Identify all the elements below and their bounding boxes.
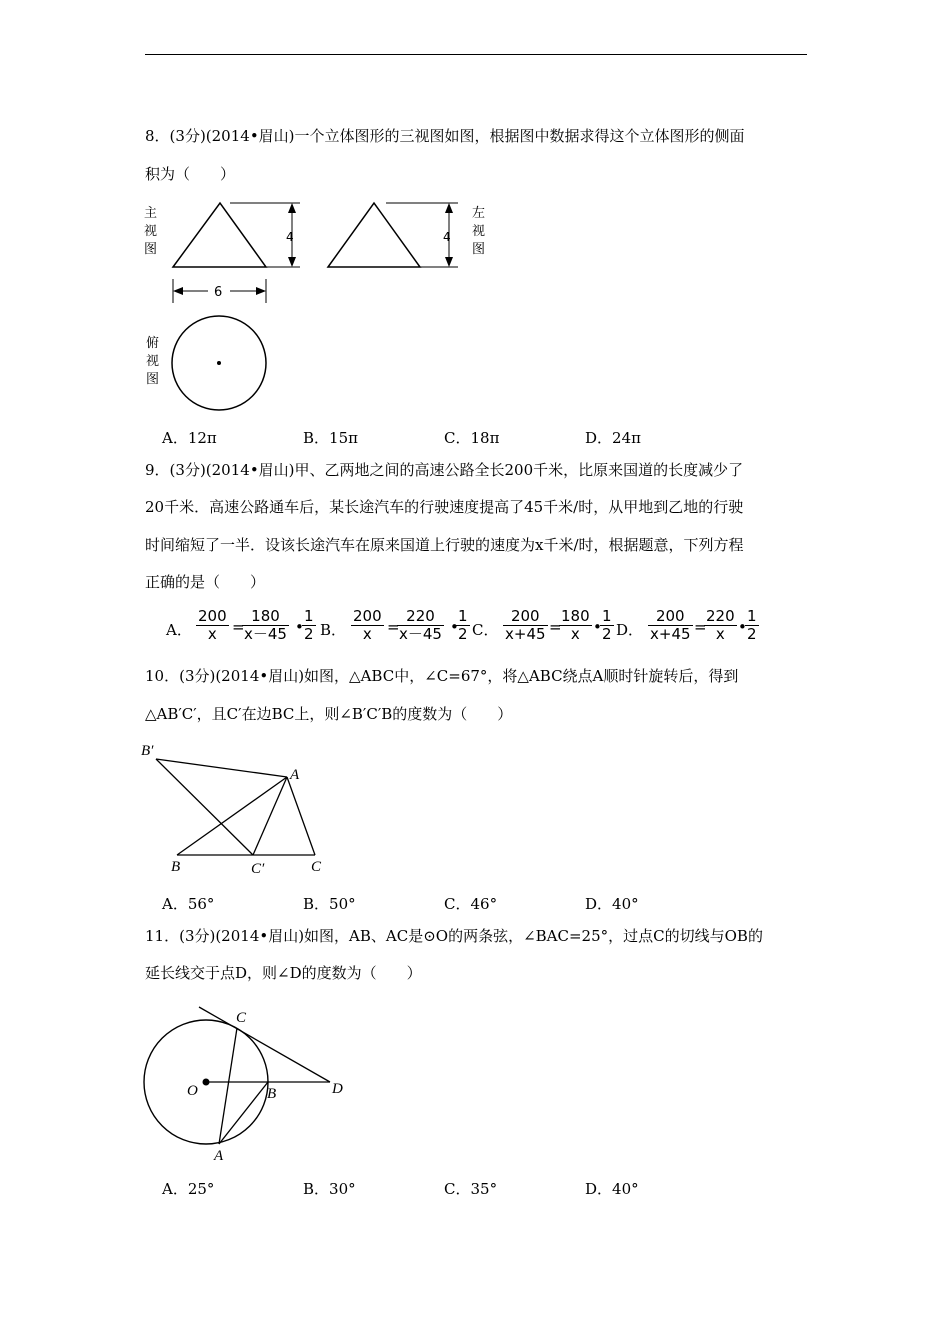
- q8-line-1: 8．(3分)(2014•眉山)一个立体图形的三视图如图，根据图中数据求得这个立体图形的侧面: [145, 127, 745, 145]
- q9-d-op: •: [738, 618, 747, 636]
- tangent-line: [199, 1007, 330, 1082]
- chord-A-B: [219, 1082, 268, 1144]
- top-label-3: 图: [146, 372, 160, 387]
- label-A: A: [290, 767, 300, 783]
- q9-option-b-label[interactable]: B．: [320, 621, 347, 639]
- q9-c-frac-3-num: 1: [602, 607, 612, 625]
- q9-b-frac-1-num: 200: [353, 607, 382, 625]
- q9-c-frac-2-num: 180: [561, 607, 590, 625]
- q11-option-d[interactable]: D．40°: [585, 1180, 639, 1198]
- q9-b-frac-1-den: x: [362, 625, 372, 643]
- seg-Bp-Cp: [156, 759, 253, 855]
- q9-a-frac-3: [302, 608, 316, 643]
- q9-a-eq: =: [232, 618, 245, 636]
- q9-b-frac-1: [351, 608, 384, 643]
- q9-d-frac-1-num: 200: [648, 608, 693, 626]
- q9-c-frac-3: [600, 608, 614, 643]
- q9-a-op: •: [295, 618, 304, 636]
- front-view-triangle: [173, 203, 266, 267]
- q9-c-eq: =: [549, 618, 562, 636]
- q8-option-a[interactable]: A．12π: [162, 429, 217, 447]
- q11-option-c[interactable]: C．35°: [444, 1180, 498, 1198]
- chord-A-C: [219, 1028, 237, 1144]
- top-view-center-dot: [217, 361, 221, 365]
- q9-c-frac-1: [503, 608, 548, 643]
- label-C-prime: C′: [251, 861, 265, 877]
- q9-b-frac-2: [397, 608, 444, 643]
- q9-a-frac-1-den: x: [207, 625, 217, 643]
- q8-three-views-figure: [140, 195, 500, 415]
- q9-d-frac-1-den: x+45: [650, 625, 691, 643]
- q9-d-frac-1: [648, 608, 693, 643]
- q9-a-frac-3-num: 1: [304, 607, 314, 625]
- header-rule: [145, 54, 807, 55]
- q8-option-c[interactable]: C．18π: [444, 429, 500, 447]
- q11-line-1: 11．(3分)(2014•眉山)如图，AB、AC是⊙O的两条弦，∠BAC=25°，过点C的切线与OB的: [145, 927, 763, 945]
- q9-a-frac-2-num: 180: [242, 608, 289, 626]
- q11-line-2: 延长线交于点D，则∠D的度数为（ ）: [145, 964, 422, 982]
- front-label-1: 主: [144, 206, 158, 221]
- q9-b-frac-2-den: x－45: [399, 625, 442, 643]
- q9-d-frac-2-num: 220: [706, 607, 735, 625]
- label-C: C: [236, 1010, 247, 1026]
- q9-d-frac-2: [704, 608, 737, 643]
- label-C: C: [311, 859, 322, 875]
- q9-d-frac-3: [745, 608, 759, 643]
- q9-c-frac-1-num: 200: [503, 608, 548, 626]
- q9-a-frac-2: [242, 608, 289, 643]
- q9-c-frac-2: [559, 608, 592, 643]
- q9-c-frac-3-den: 2: [602, 625, 612, 643]
- q9-b-frac-3: [456, 608, 470, 643]
- q9-line-4: 正确的是（ ）: [145, 573, 266, 591]
- seg-A-C: [287, 777, 315, 855]
- q11-option-a[interactable]: A．25°: [162, 1180, 215, 1198]
- top-label-2: 视: [146, 354, 160, 369]
- q9-a-frac-2-den: x－45: [244, 625, 287, 643]
- seg-Bp-A: [156, 759, 287, 777]
- q10-line-2: △AB′C′，且C′在边BC上，则∠B′C′B的度数为（ ）: [145, 705, 513, 723]
- front-height-label: 4: [286, 230, 294, 244]
- top-label-1: 俯: [146, 336, 160, 351]
- q10-triangle-figure: [135, 735, 345, 880]
- q9-c-frac-2-den: x: [570, 625, 580, 643]
- q9-b-frac-3-num: 1: [458, 607, 468, 625]
- q9-b-op: •: [450, 618, 459, 636]
- q9-line-3: 时间缩短了一半．设该长途汽车在原来国道上行驶的速度为x千米/时，根据题意，下列方程: [145, 536, 744, 554]
- q9-c-op: •: [593, 618, 602, 636]
- q9-option-d-label[interactable]: D．: [616, 621, 644, 639]
- label-B-prime: B′: [141, 743, 154, 759]
- label-B: B: [267, 1086, 277, 1102]
- q9-option-c-label[interactable]: C．: [472, 621, 499, 639]
- q9-option-a-label[interactable]: A．: [166, 621, 192, 639]
- q10-option-a[interactable]: A．56°: [162, 895, 215, 913]
- q9-d-frac-3-num: 1: [747, 607, 757, 625]
- center-dot-O: [203, 1079, 210, 1086]
- front-label-3: 图: [144, 242, 158, 257]
- q9-a-frac-1-num: 200: [198, 607, 227, 625]
- q8-line-2: 积为（ ）: [145, 165, 236, 183]
- q9-b-eq: =: [387, 618, 400, 636]
- q8-option-b[interactable]: B．15π: [303, 429, 358, 447]
- q9-b-frac-3-den: 2: [458, 625, 468, 643]
- q11-circle-figure: [135, 998, 355, 1168]
- side-label-1: 左: [472, 206, 486, 221]
- q10-option-b[interactable]: B．50°: [303, 895, 356, 913]
- q9-line-2: 20千米．高速公路通车后，某长途汽车的行驶速度提高了45千米/时，从甲地到乙地的行驶: [145, 498, 744, 516]
- label-B: B: [171, 859, 181, 875]
- q9-a-frac-3-den: 2: [304, 625, 314, 643]
- q9-a-frac-1: [196, 608, 229, 643]
- side-height-label: 4: [443, 230, 451, 244]
- label-A: A: [214, 1148, 224, 1164]
- q9-d-eq: =: [694, 618, 707, 636]
- q10-option-c[interactable]: C．46°: [444, 895, 498, 913]
- q10-option-d[interactable]: D．40°: [585, 895, 639, 913]
- label-D: D: [332, 1081, 343, 1097]
- q9-d-frac-2-den: x: [715, 625, 725, 643]
- q9-b-frac-2-num: 220: [397, 608, 444, 626]
- width-label: 6: [214, 285, 223, 300]
- q10-line-1: 10．(3分)(2014•眉山)如图，△ABC中，∠C=67°，将△ABC绕点A顺时针旋转后，得到: [145, 667, 739, 685]
- label-O: O: [187, 1083, 198, 1099]
- front-label-2: 视: [144, 224, 158, 239]
- side-label-3: 图: [472, 242, 486, 257]
- q11-option-b[interactable]: B．30°: [303, 1180, 356, 1198]
- q9-d-frac-3-den: 2: [747, 625, 757, 643]
- side-view-triangle: [328, 203, 420, 267]
- q9-line-1: 9．(3分)(2014•眉山)甲、乙两地之间的高速公路全长200千米，比原来国道的长度减少了: [145, 461, 744, 479]
- q8-option-d[interactable]: D．24π: [585, 429, 641, 447]
- side-label-2: 视: [472, 224, 486, 239]
- q9-c-frac-1-den: x+45: [505, 625, 546, 643]
